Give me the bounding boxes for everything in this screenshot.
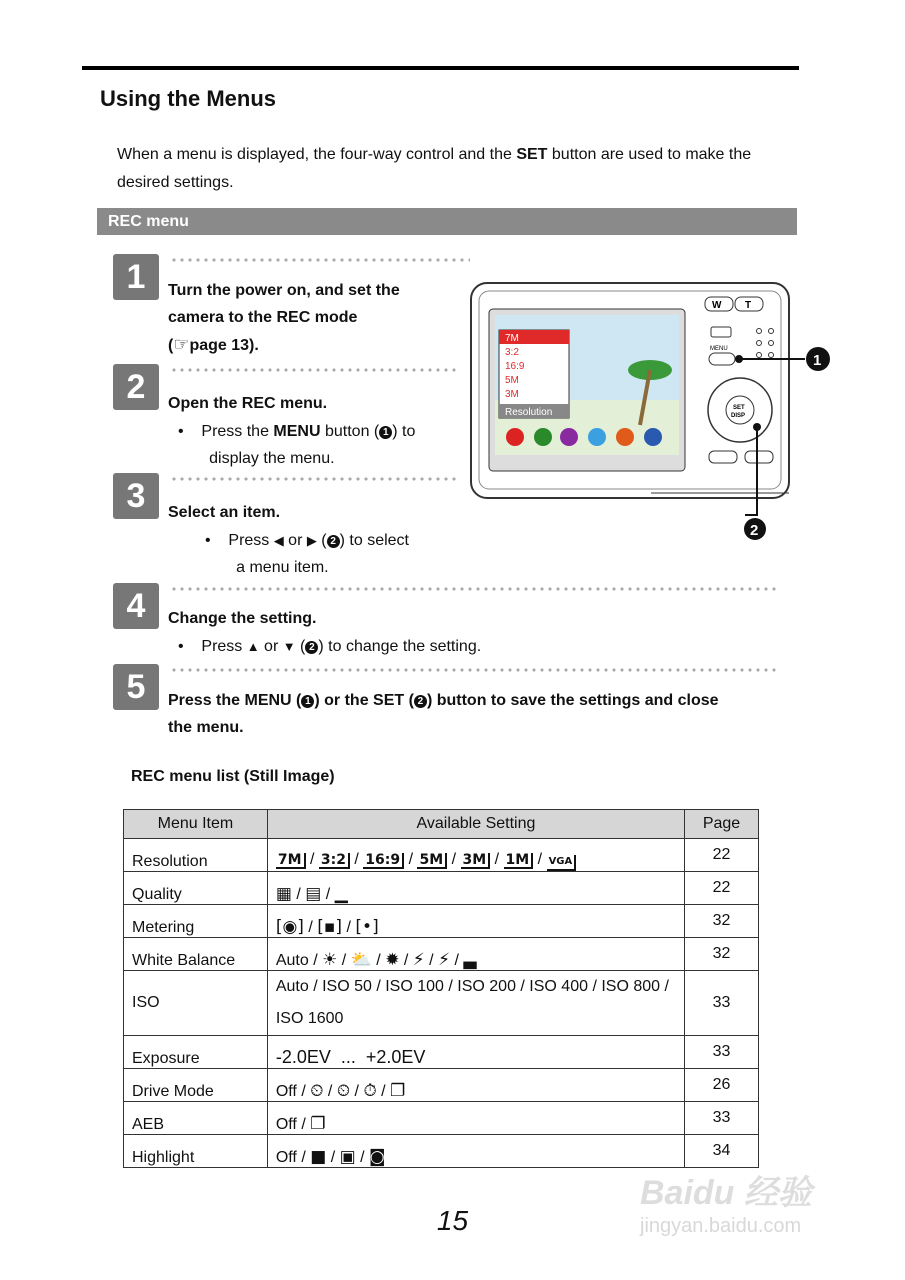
left-arrow-icon: ◀ [273, 533, 284, 548]
callout-2: 2 [750, 522, 759, 539]
menu-item-7m: 7M [505, 333, 519, 344]
table-row [124, 1036, 759, 1069]
callout-1-icon: 1 [301, 695, 314, 708]
cell-item: Resolution [124, 839, 268, 872]
callout-1: 1 [813, 352, 822, 369]
step-number: 5 [113, 664, 159, 710]
step3-heading: Select an item. [168, 504, 281, 521]
metering-spot-icon: [•] [355, 917, 379, 937]
step1-text: Turn the power on, and set the camera to the REC mode (☞page 13). [168, 282, 400, 354]
pointing-hand-icon: ☞ [173, 334, 190, 354]
watermark-logo: Baidu 经验 [640, 1174, 812, 1212]
callout-2-icon: 2 [414, 695, 427, 708]
cell-page: 33 [685, 1102, 759, 1135]
metering-center-icon: [▪] [317, 917, 343, 937]
col-header: Available Setting [267, 810, 684, 839]
cell-page: 22 [685, 872, 759, 905]
callout-2-icon: 2 [327, 535, 340, 548]
cell-page: 32 [685, 905, 759, 938]
cell-item: AEB [124, 1102, 268, 1135]
up-arrow-icon: ▲ [246, 639, 260, 654]
step4-bullet: • Press ▲ or ▼ ( 2 ) to change the setting. [178, 633, 481, 660]
cell-item: ISO [124, 971, 268, 1036]
quality-fine-icon: ▦ [275, 884, 292, 904]
dot-divider [170, 368, 460, 372]
highlight-portrait-icon: ▣ [339, 1147, 356, 1167]
res-3-2-icon: 3:2 [319, 853, 350, 869]
camera-back-illustration [465, 275, 835, 540]
menu-item-3-2: 3:2 [505, 347, 519, 358]
svg-text:W: W [712, 300, 722, 311]
cell-page: 32 [685, 938, 759, 971]
step5-text: Press the MENU ( 1 ) or the SET ( 2 ) button to save the settings and close the menu. [168, 692, 719, 736]
res-5m-icon: 5M [417, 853, 447, 869]
res-vga-icon: VGA [547, 855, 577, 871]
quality-normal-icon: ▤ [305, 884, 322, 904]
custom-wb-icon: ▃ [463, 950, 477, 970]
selftimer-10-icon: ⏲ [336, 1081, 351, 1101]
cell-item: Highlight [124, 1135, 268, 1168]
aeb-icon: ❐ [310, 1114, 326, 1134]
callout-2-icon: 2 [305, 641, 318, 654]
cell-page: 26 [685, 1069, 759, 1102]
highlight-frame-icon: ■ [310, 1147, 327, 1167]
callout-1-icon: 1 [379, 426, 392, 439]
res-3m-icon: 3M [461, 853, 491, 869]
table-row: Metering [◉] / [▪] / [•] 32 [124, 905, 759, 938]
col-header: Page [685, 810, 759, 839]
cloudy-icon: ⛅ [350, 950, 372, 970]
step3-bullet: • Press ◀ or ▶ ( 2 ) to select a menu item. [205, 527, 409, 581]
table-row: Highlight Off / ■ / ▣ / ◙ 34 [124, 1135, 759, 1168]
cell-page: 34 [685, 1135, 759, 1168]
resolution-icons: 7M / 3:2 / 16:9 / 5M / 3M / 1M / VGA [267, 839, 684, 872]
step4-heading: Change the setting. [168, 610, 317, 627]
dot-divider [170, 258, 470, 262]
res-1m-icon: 1M [504, 853, 534, 869]
double-timer-icon: ⏱ [363, 1081, 377, 1101]
res-7m-icon: 7M [276, 853, 306, 869]
tungsten-icon: ✹ [385, 950, 400, 970]
step-number: 3 [113, 473, 159, 519]
list-title: REC menu list (Still Image) [131, 768, 335, 785]
fluorescent-l-icon: ⚡ [438, 950, 451, 970]
cell-item: White Balance [124, 938, 268, 971]
top-rule [82, 66, 799, 70]
table-row: White Balance Auto / ☀ / ⛅ / ✹ / ⚡ / ⚡ / ▃ 32 [124, 938, 759, 971]
step-number: 1 [113, 254, 159, 300]
table-row [124, 971, 759, 1036]
cell-page: 22 [685, 839, 759, 872]
step-number: 4 [113, 583, 159, 629]
dot-divider [170, 668, 780, 672]
watermark-url: jingyan.baidu.com [640, 1215, 802, 1237]
cell-page: 33 [685, 971, 759, 1036]
svg-text:MENU: MENU [710, 346, 728, 352]
dot-divider [170, 587, 780, 591]
step2-heading: Open the REC menu. [168, 395, 328, 412]
dot-divider [170, 477, 460, 481]
table-row: AEB Off / ❐ 33 [124, 1102, 759, 1135]
menu-item-16-9: 16:9 [505, 361, 525, 372]
page-number: 15 [436, 1205, 469, 1236]
selftimer-2-icon: ⏲ [310, 1081, 324, 1101]
cell-setting: -2.0EV ... +2.0EV [267, 1036, 684, 1069]
down-arrow-icon: ▼ [282, 639, 296, 654]
section-header: REC menu [97, 208, 797, 235]
metering-average-icon: [◉] [275, 917, 304, 937]
cell-setting: Auto / ISO 50 / ISO 100 / ISO 200 / ISO 400 / ISO 800 / ISO 1600 [267, 971, 684, 1036]
cell-item: Exposure [124, 1036, 268, 1069]
step2-bullet: • Press the MENU button ( 1 ) to display the menu. [178, 423, 416, 467]
table-row [124, 839, 759, 872]
intro-paragraph: When a menu is displayed, the four-way control and the SET button are used to make the desired settings. [117, 146, 752, 191]
page-title: Using the Menus [100, 86, 277, 111]
step-number: 2 [113, 364, 159, 410]
menu-item-3m: 3M [505, 389, 519, 400]
svg-text:DISP: DISP [731, 413, 746, 419]
daylight-icon: ☀ [322, 950, 338, 970]
right-arrow-icon: ▶ [306, 533, 317, 548]
cell-item: Drive Mode [124, 1069, 268, 1102]
highlight-shape-icon: ◙ [369, 1147, 386, 1167]
menu-caption: Resolution [505, 407, 553, 418]
continuous-icon: ❐ [390, 1081, 406, 1101]
rec-menu-table [123, 809, 759, 1168]
col-header: Menu Item [124, 810, 268, 839]
table-row: Quality ▦ / ▤ / ▁ 22 [124, 872, 759, 905]
cell-item: Metering [124, 905, 268, 938]
cell-item: Quality [124, 872, 268, 905]
menu-item-5m: 5M [505, 375, 519, 386]
table-row: Drive Mode Off / ⏲ / ⏲ / ⏱ / ❐ 26 [124, 1069, 759, 1102]
fluorescent-h-icon: ⚡ [412, 950, 425, 970]
cell-page: 33 [685, 1036, 759, 1069]
svg-text:SET: SET [733, 405, 745, 411]
quality-economy-icon: ▁ [334, 884, 348, 904]
res-16-9-icon: 16:9 [363, 853, 404, 869]
svg-text:T: T [745, 300, 752, 311]
